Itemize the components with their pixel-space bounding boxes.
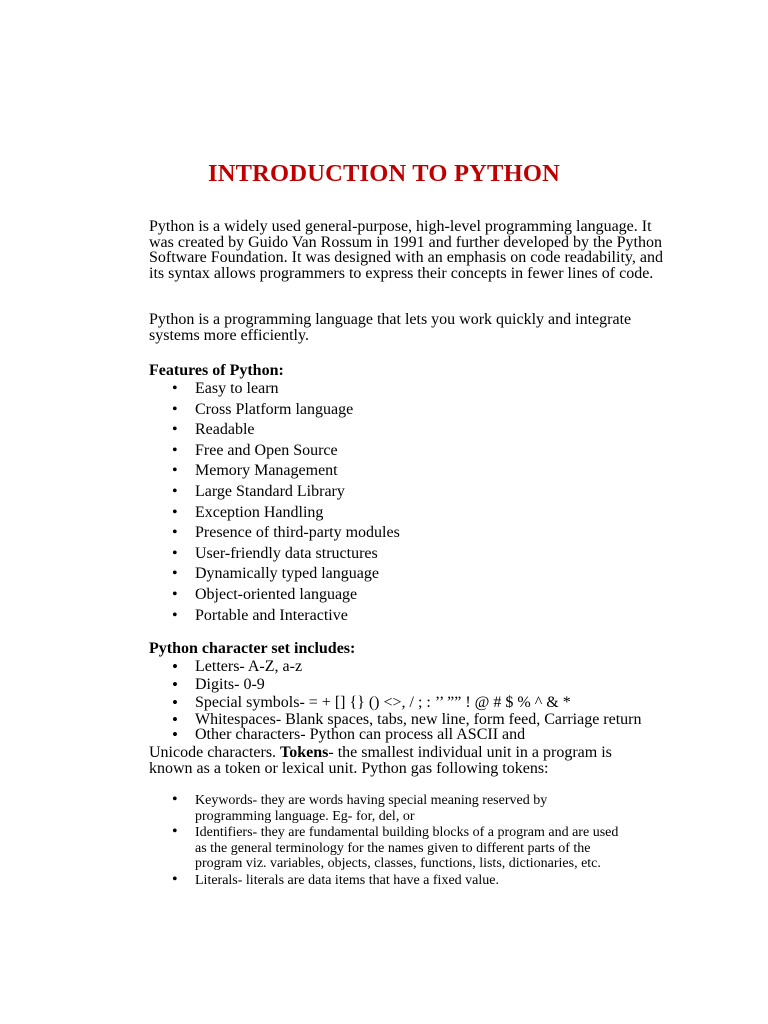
- features-list: [149, 379, 400, 626]
- bullet-icon: •: [172, 585, 178, 603]
- bullet-icon: •: [172, 606, 178, 624]
- bullet-icon: •: [172, 565, 178, 583]
- bullet-icon: •: [172, 462, 178, 480]
- tokens-list: [149, 793, 619, 889]
- bullet-icon: •: [172, 421, 178, 439]
- bullet-icon: •: [172, 544, 178, 562]
- bullet-icon: •: [172, 400, 178, 418]
- summary-paragraph: Python is a programming language that lets you work quickly and integrate systems more efficiently.: [149, 311, 632, 344]
- list-item: • Letters- A-Z, a-z: [172, 657, 303, 676]
- list-item: • Keywords- they are words having special meaning reserved by programming language. Eg- for, del, or: [172, 791, 548, 824]
- bullet-icon: •: [172, 482, 178, 500]
- list-item: • Portable and Interactive: [149, 606, 400, 627]
- list-item: • Readable: [149, 420, 400, 441]
- bullet-icon: •: [172, 823, 178, 840]
- charset-list: [149, 658, 642, 742]
- tokens-term: Tokens: [280, 744, 329, 761]
- list-item: • Object-oriented language: [149, 585, 400, 606]
- list-item: • User-friendly data structures: [149, 544, 400, 565]
- list-item: • Exception Handling: [149, 503, 400, 524]
- bullet-icon: •: [172, 675, 178, 694]
- list-item: • Special symbols- = + [] {} () <>, / ; : ’’ ”” ! @ # $ % ^ & *: [172, 693, 571, 712]
- bullet-icon: •: [172, 380, 178, 397]
- bullet-icon: •: [172, 870, 178, 888]
- list-item: • Large Standard Library: [149, 482, 400, 503]
- list-item: • Identifiers- they are fundamental building blocks of a program and are used as the general terminology for the names given to different parts of the program viz. variables, objects, classes, functions, lists, dictionaries, etc.: [172, 823, 619, 871]
- bullet-icon: •: [172, 725, 178, 744]
- list-item: • Digits- 0-9: [172, 675, 265, 694]
- bullet-icon: •: [172, 693, 178, 712]
- tokens-paragraph: Unicode characters. Tokens- the smallest individual unit in a program is known as a token or lexical unit. Python gas following tokens:: [149, 744, 612, 777]
- charset-heading: Python character set includes:: [149, 640, 356, 657]
- list-item: • Literals- literals are data items that have a fixed value.: [172, 870, 499, 888]
- list-item: • Memory Management: [149, 461, 400, 482]
- list-item: • Other characters- Python can process all ASCII and: [172, 725, 526, 744]
- features-heading: Features of Python:: [149, 362, 284, 379]
- list-item: • Dynamically typed language: [149, 564, 400, 585]
- intro-paragraph: Python is a widely used general-purpose, high-level programming language. It was created by Guido Van Rossum in 1991 and further developed by the Python Software Foundation. It was designed with an emphasis on code readability, and its syntax allows programmers to express their concepts in fewer lines of code.: [149, 218, 663, 282]
- list-item: • Easy to learn: [149, 379, 400, 400]
- list-item: • Presence of third-party modules: [149, 523, 400, 544]
- list-item: • Cross Platform language: [149, 400, 400, 421]
- bullet-icon: •: [172, 791, 178, 808]
- bullet-icon: •: [172, 657, 178, 676]
- page-title: INTRODUCTION TO PYTHON: [208, 160, 560, 187]
- bullet-icon: •: [172, 524, 178, 542]
- list-item: • Free and Open Source: [149, 441, 400, 462]
- bullet-icon: •: [172, 710, 178, 729]
- bullet-icon: •: [172, 503, 178, 521]
- list-item: • Whitespaces- Blank spaces, tabs, new line, form feed, Carriage return: [172, 710, 642, 729]
- bullet-icon: •: [172, 441, 178, 459]
